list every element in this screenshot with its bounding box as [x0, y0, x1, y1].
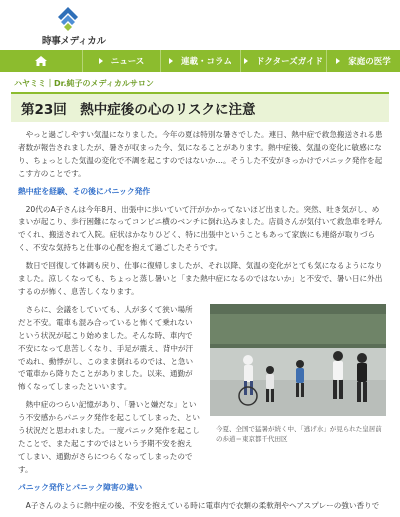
nav-item-label: ドクターズガイド — [256, 57, 323, 67]
section-heading: パニック発作とパニック障害の違い — [18, 482, 143, 492]
arrow-right-icon — [169, 58, 173, 64]
page-title: 第23回 熱中症後の心のリスクに注意 — [21, 102, 256, 118]
article-title-box — [11, 92, 389, 122]
house-icon — [34, 55, 48, 67]
nav-item-news[interactable] — [82, 50, 160, 72]
article-paragraph: さらに、会議をしていても、人が多くて狭い場所だと不安。電車も混み合っていると怖くて乗れないという状況が起こり始めました。そんな時、車内で不安になって息苦しくなり、手足が震え、背中が汗でぬれ、動悸がし、このまま倒れるのでは、と急いで電車から降りたことがありました。以来、通勤が怖くなってしまったといいます。 — [18, 304, 194, 392]
nav-item-label: ニュース — [110, 57, 145, 67]
nav-item-doctors-guide[interactable] — [240, 50, 326, 72]
article-body — [18, 129, 386, 517]
photo-caption: 今夏、全国で猛暑が続く中、「逃げ水」が見られた皇居前の歩道＝東京都千代田区 — [216, 424, 382, 443]
site-logo[interactable] — [42, 5, 106, 47]
article-photo — [210, 304, 386, 450]
logo-mark-icon — [56, 5, 80, 31]
photo-image — [210, 304, 386, 416]
breadcrumb[interactable]: ハヤミミ｜Dr.純子のメディカルサロン — [14, 79, 154, 88]
nav-item-family-medicine[interactable] — [326, 50, 400, 72]
main-nav — [0, 50, 400, 72]
arrow-right-icon — [244, 58, 248, 64]
article-paragraph: A子さんのように熱中症の後、不安を抱えている時に電車内で衣類の柔軟剤やヘアスプレーの強い香りで — [25, 500, 380, 510]
article-paragraph: 20代のA子さんは今年8月、出張中に歩いていて汗がかかってないほど出ました。突然、吐き気がし、めまいが起こり、歩行困難になってコンビニ横のベンチに倒れ込みました。店員さんが気付いて救急車を呼んでくれ、搬送されて入院。症状はかなりひどく、特に出張中ということもあって家族にも連絡が取りづらく、不安な気持ちと仕事の心配を抱えて過ごしたそうです。 — [18, 204, 383, 253]
section-heading: 熱中症を経験、その後にパニック発作 — [18, 186, 151, 196]
article-paragraph: やっと過ごしやすい気温になりました。今年の夏は特別な暑さでした。連日、熱中症で救急搬送される患者数が報告されましたが、暑さが収まった今、気になることがあります。熱中症後、気温の変化に敏感になり、ちょっとした気温の変化で不調を起こすのではないか…。そうした不安がきっかけでパニック発作を起こす方のことです。 — [18, 130, 383, 178]
nav-item-series[interactable] — [160, 50, 240, 72]
nav-item-label: 家庭の医学 — [348, 57, 391, 67]
nav-home-button[interactable] — [0, 50, 82, 72]
nav-item-label: 連載・コラム — [181, 57, 232, 67]
logo-text: 時事メディカル — [42, 36, 106, 47]
article-paragraph: 熱中症のつらい記憶があり、「暑いと嫌だな」という不安感からパニック発作を起こしてしまった、という状況だと思われました。一度パニック発作を起こしたことで、また起こすのではという予期不安を抱えてしまい、通勤がさらにつらくなってしまったのです。 — [18, 400, 200, 474]
arrow-right-icon — [99, 58, 103, 64]
article-paragraph: 数日で回復して体調も戻り、仕事に復帰しましたが、それ以降、気温の変化がとても気になるようになりました。涼しくなっても、ちょっと蒸し暑いと「また熱中症になるのではないか」と不安で、暑い日に外出するのが怖く、息苦しくなります。 — [18, 261, 383, 296]
site-header — [0, 0, 400, 50]
arrow-right-icon — [336, 58, 340, 64]
runners-photo-image — [210, 304, 386, 416]
